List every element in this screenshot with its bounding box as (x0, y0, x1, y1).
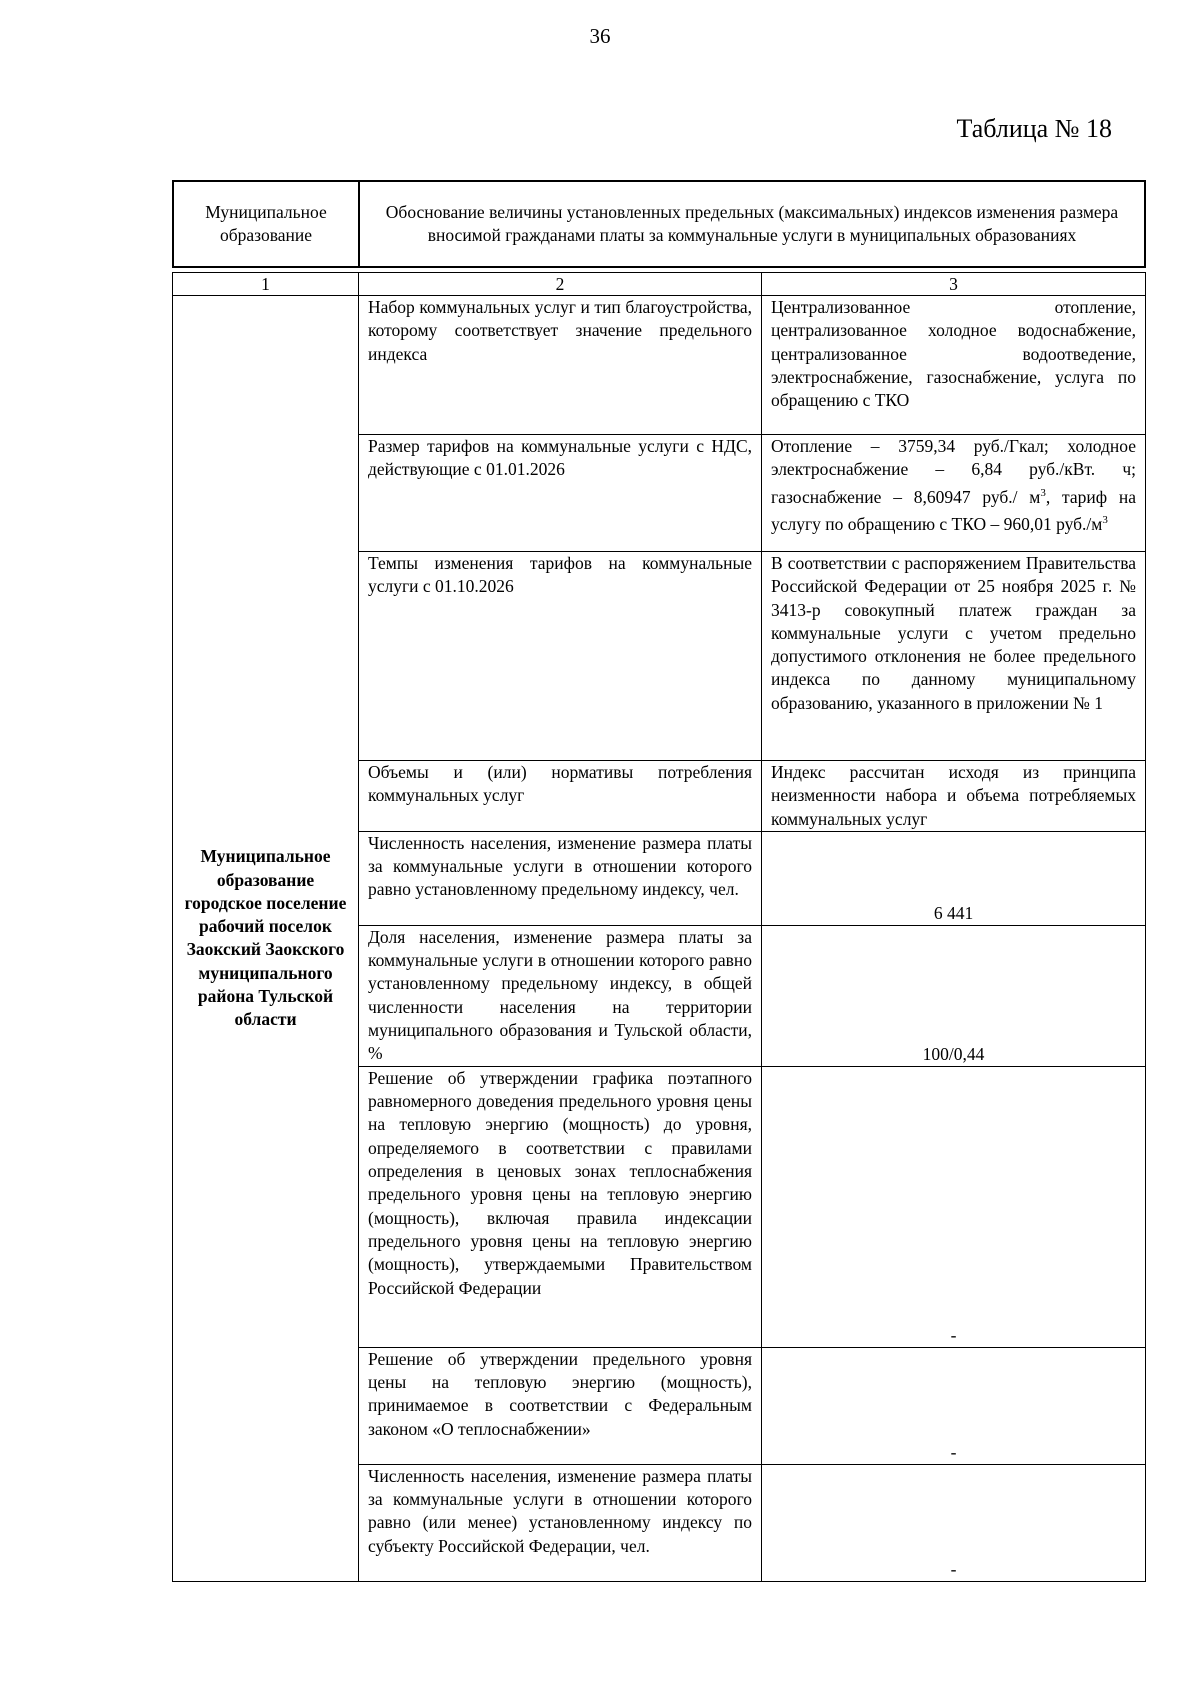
row-label: Набор коммунальных услуг и тип благоустройства, которому соответствует значение предельного индекса (359, 296, 762, 435)
row-value: 6 441 (762, 831, 1146, 925)
municipality-name: Муниципальное образование городское поселение рабочий поселок Заокский Заокского муниципального района Тульской области (173, 296, 359, 1582)
row-label: Решение об утверждении графика поэтапного равномерного доведения предельного уровня цены на тепловую энергию (мощность) до уровня, определяемого в соответствии с правилами определения в ценовых зонах теплоснабжения предельного уровня цены на тепловую энергию (мощность), включая правила индексации предельного уровня цены на тепловую энергию (мощность), утверждаемыми Правительством Российской Федерации (359, 1066, 762, 1347)
row-label: Объемы и (или) нормативы потребления коммунальных услуг (359, 761, 762, 832)
column-number: 3 (762, 273, 1146, 296)
column-number: 2 (359, 273, 762, 296)
data-table (172, 272, 1146, 1582)
row-label: Численность населения, изменение размера платы за коммунальные услуги в отношении которого равно установленному предельному индексу, чел. (359, 831, 762, 925)
row-value: - (762, 1347, 1146, 1464)
header-table (172, 180, 1146, 268)
column-number-row (173, 273, 1146, 296)
table-row (173, 296, 1146, 435)
row-value: 100/0,44 (762, 925, 1146, 1066)
row-value (762, 435, 1146, 552)
table-title: Таблица № 18 (956, 114, 1112, 143)
row-value: Индекс рассчитан исходя из принципа неизменности набора и объема потребляемых коммунальных услуг (762, 761, 1146, 832)
superscript: 3 (1102, 513, 1108, 526)
header-justification: Обоснование величины установленных предельных (максимальных) индексов изменения размера вносимой гражданами платы за коммунальные услуги в муниципальных образованиях (359, 181, 1145, 267)
row-label: Темпы изменения тарифов на коммунальные услуги с 01.10.2026 (359, 552, 762, 761)
tariff-text-2: , тариф на услугу по обращению с ТКО – 960,01 руб./м (771, 486, 1136, 534)
row-value: - (762, 1066, 1146, 1347)
row-label: Доля населения, изменение размера платы за коммунальные услуги в отношении которого равно установленному предельному индексу, в общей численности населения на территории муниципального образования и Тульской области, % (359, 925, 762, 1066)
header-municipality: Муниципальное образование (173, 181, 359, 267)
page-number: 36 (589, 24, 611, 48)
row-value: В соответствии с распоряжением Правительства Российской Федерации от 25 ноября 2025 г. № 3413-р совокупный платеж граждан за коммунальные услуги с учетом предельно допустимого отклонения не более предельного индекса по данному муниципальному образованию, указанного в приложении № 1 (762, 552, 1146, 761)
row-label: Решение об утверждении предельного уровня цены на тепловую энергию (мощность), принимаемое в соответствии с Федеральным законом «О теплоснабжении» (359, 1347, 762, 1464)
tariff-text-1: Отопление – 3759,34 руб./Гкал; холодное электроснабжение – 6,84 руб./кВт. ч; газоснабжение – 8,60947 руб./ м (771, 436, 1136, 507)
row-label: Размер тарифов на коммунальные услуги с НДС, действующие с 01.01.2026 (359, 435, 762, 552)
row-value: - (762, 1464, 1146, 1581)
superscript: 3 (1040, 486, 1046, 499)
row-value: Централизованное отопление, централизованное холодное водоснабжение, централизованное водоотведение, электроснабжение, газоснабжение, услуга по обращению с ТКО (762, 296, 1146, 435)
row-label: Численность населения, изменение размера платы за коммунальные услуги в отношении которого равно (или менее) установленному индексу по субъекту Российской Федерации, чел. (359, 1464, 762, 1581)
column-number: 1 (173, 273, 359, 296)
